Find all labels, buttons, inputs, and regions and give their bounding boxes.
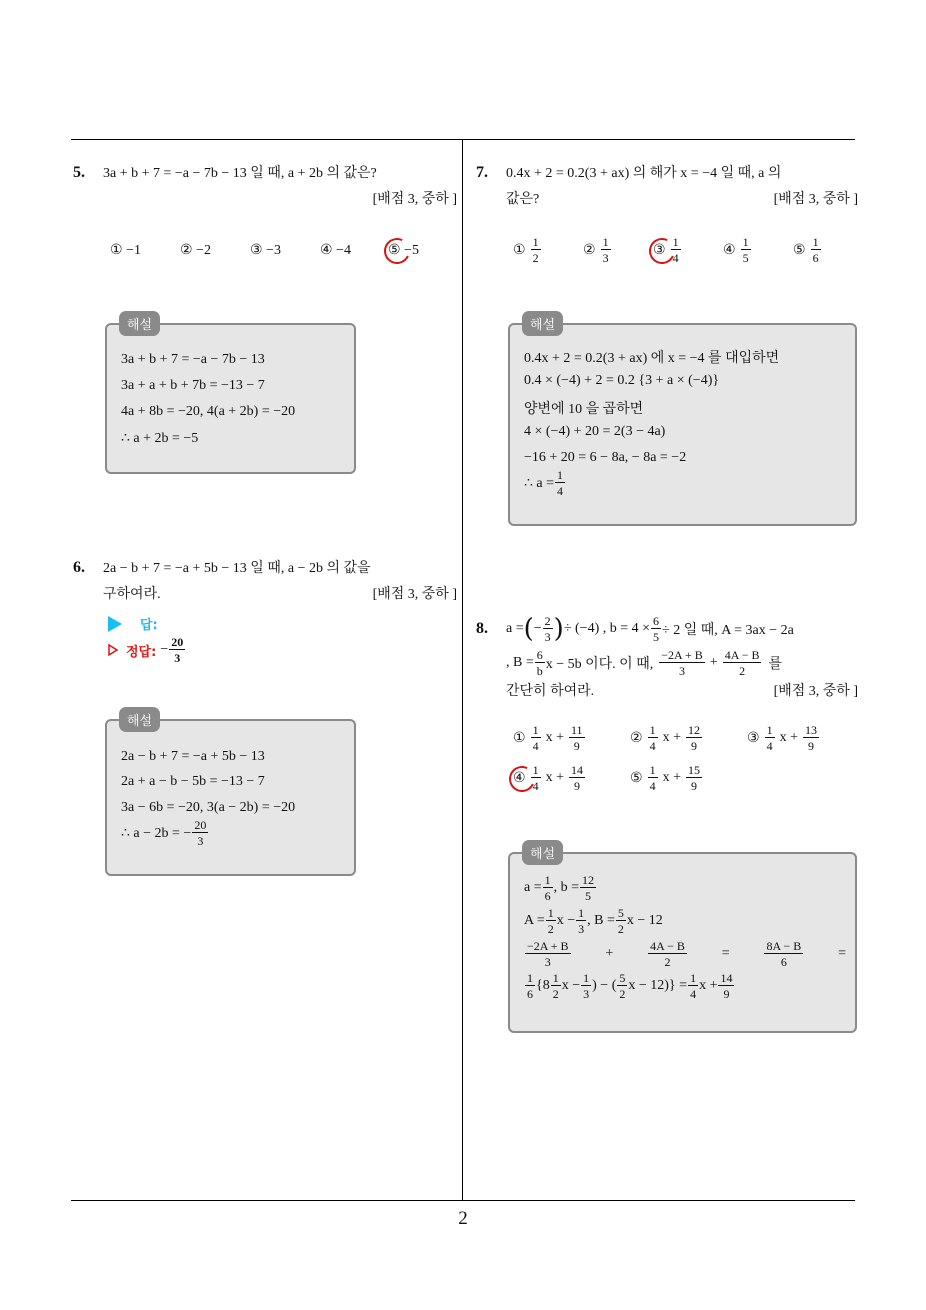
solution-line: 0.4 × (−4) + 2 = 0.2 {3 + a × (−4)} bbox=[524, 373, 720, 388]
choice-4[interactable]: ④ $\frac{1}{5}$ bbox=[723, 235, 749, 265]
question-5 bbox=[73, 160, 457, 213]
solution-line: 4 × (−4) + 20 = 2(3 − 4a) bbox=[524, 424, 666, 439]
solution-line: −16 + 20 = 6 − 8a, − 8a = −2 bbox=[524, 450, 687, 465]
solution-tag: 해설 bbox=[119, 707, 160, 732]
solution-line: 4a + 8b = −20, 4(a + 2b) = −20 bbox=[121, 404, 296, 419]
question-number: 8. bbox=[476, 620, 488, 637]
question-meta: [배점 3, 중하 ] bbox=[372, 587, 457, 602]
question-meta: [배점 3, 중하 ] bbox=[372, 192, 457, 207]
choice-2[interactable]: ② $\frac{1}{4}$ x + $\frac{12}{9}$ bbox=[630, 723, 700, 753]
question-text: 3a + b + 7 = −a − 7b − 13 일 때, a + 2b 의 값은? bbox=[103, 166, 377, 181]
solution-line: 3a + b + 7 = −a − 7b − 13 bbox=[121, 352, 265, 367]
solution-tag: 해설 bbox=[119, 311, 160, 336]
solution-line: ∴ a + 2b = −5 bbox=[121, 431, 199, 446]
choice-5[interactable]: ⑤ −5 bbox=[388, 243, 419, 258]
solution-tag: 해설 bbox=[522, 311, 563, 336]
choice-2[interactable]: ② $\frac{1}{3}$ bbox=[583, 235, 609, 265]
question-text-cont: 구하여라. bbox=[103, 587, 161, 602]
choice-1[interactable]: ① $\frac{1}{2}$ bbox=[513, 235, 539, 265]
solution-line: 3a − 6b = −20, 3(a − 2b) = −20 bbox=[121, 800, 296, 815]
question-text-cont: 값은? bbox=[506, 192, 540, 207]
choice-1[interactable]: ① −1 bbox=[110, 243, 141, 258]
choice-5[interactable]: ⑤ $\frac{1}{4}$ x + $\frac{15}{9}$ bbox=[630, 763, 700, 793]
question-number: 5. bbox=[73, 164, 85, 181]
question-meta: [배점 3, 중하 ] bbox=[773, 684, 858, 699]
solution-line: ∴ a = $\frac{1}{4}$ bbox=[524, 468, 564, 498]
question-text-cont: 간단히 하여라. bbox=[506, 684, 595, 699]
bottom-rule bbox=[71, 1200, 855, 1201]
question-number: 7. bbox=[476, 164, 488, 181]
choice-4[interactable]: ④ −4 bbox=[320, 243, 351, 258]
question-text: a = bbox=[506, 621, 524, 636]
play-icon bbox=[108, 616, 122, 632]
q7-solution-box bbox=[508, 318, 857, 526]
choice-5[interactable]: ⑤ $\frac{1}{6}$ bbox=[793, 235, 819, 265]
solution-line: $\frac{-2A + B}{3}$ + $\frac{4A - B}{2}$ = $\frac{8A - B}{6}$ = bbox=[527, 939, 846, 969]
question-text: 0.4x + 2 = 0.2(3 + ax) 의 해가 x = −4 일 때, a 의 bbox=[506, 166, 782, 181]
solution-line: 3a + a + b + 7b = −13 − 7 bbox=[121, 378, 265, 393]
choice-4[interactable]: ④ $\frac{1}{4}$ x + $\frac{14}{9}$ bbox=[513, 763, 583, 793]
solution-line: 2a − b + 7 = −a + 5b − 13 bbox=[121, 749, 265, 764]
choice-1[interactable]: ① $\frac{1}{4}$ x + $\frac{11}{9}$ bbox=[513, 723, 583, 753]
choice-3[interactable]: ③ −3 bbox=[250, 243, 281, 258]
question-6 bbox=[73, 555, 457, 608]
solution-line: 0.4x + 2 = 0.2(3 + ax) 에 x = −4 를 대입하면 bbox=[524, 351, 780, 366]
correct-fraction: $\frac{20}{3}$ bbox=[171, 635, 184, 665]
question-7 bbox=[476, 160, 858, 213]
solution-line: ∴ a − 2b = − $\frac{20}{3}$ bbox=[121, 818, 207, 848]
answer-row bbox=[108, 614, 158, 633]
choice-3[interactable]: ③ $\frac{1}{4}$ x + $\frac{13}{9}$ bbox=[747, 723, 817, 753]
question-text: 2a − b + 7 = −a + 5b − 13 일 때, a − 2b 의 값을 bbox=[103, 561, 371, 576]
q5-solution-box bbox=[105, 318, 356, 474]
column-divider bbox=[462, 139, 463, 1201]
choice-2[interactable]: ② −2 bbox=[180, 243, 211, 258]
solution-tag: 해설 bbox=[522, 840, 563, 865]
selected-answer-mark bbox=[380, 234, 413, 267]
correct-label: 정답: bbox=[126, 644, 157, 660]
q6-solution-box bbox=[105, 714, 356, 876]
question-meta: [배점 3, 중하 ] bbox=[773, 192, 858, 207]
triangle-outline-icon bbox=[108, 644, 118, 656]
q8-solution-box bbox=[508, 847, 857, 1033]
solution-line: A = $\frac{1}{2}$ x − $\frac{1}{3}$ , B = $\frac{5}{2}$ x − 12 bbox=[524, 906, 663, 936]
page-number: 2 bbox=[458, 1208, 468, 1229]
question-text-cont: , B = bbox=[506, 655, 534, 670]
solution-line: 2a + a − b − 5b = −13 − 7 bbox=[121, 774, 265, 789]
correct-answer-row bbox=[108, 636, 186, 664]
correct-sign: − bbox=[160, 642, 169, 657]
choice-3[interactable]: ③ $\frac{1}{4}$ bbox=[653, 235, 679, 265]
question-8: 8. a = ( − $\frac{2}{3}$ ) ÷ (−4) , b = 4 × $\frac{6}{5}$ ÷ 2 일 때, A = 3ax − 2a , B = $\frac{6}{b}$ x − 5b 이다. 이 때, $\frac{-2A + B}{3}$ + $\frac{4A - B}{2}$ 를 간단히 하여라. [배점 3, 중하 ] bbox=[476, 612, 858, 702]
top-rule bbox=[71, 139, 855, 140]
answer-label: 답: bbox=[140, 618, 158, 633]
solution-line: 양변에 10 을 곱하면 bbox=[524, 402, 644, 417]
solution-line: a = $\frac{1}{6}$ , b = $\frac{12}{5}$ bbox=[524, 873, 595, 903]
solution-line: $\frac{1}{6}$ {8 $\frac{1}{2}$ x − $\frac{1}{3}$ ) − ( $\frac{5}{2}$ x − 12)} = $\frac{1}{4}$ x + $\frac{14}{9}$ bbox=[527, 971, 733, 1001]
question-number: 6. bbox=[73, 559, 85, 576]
